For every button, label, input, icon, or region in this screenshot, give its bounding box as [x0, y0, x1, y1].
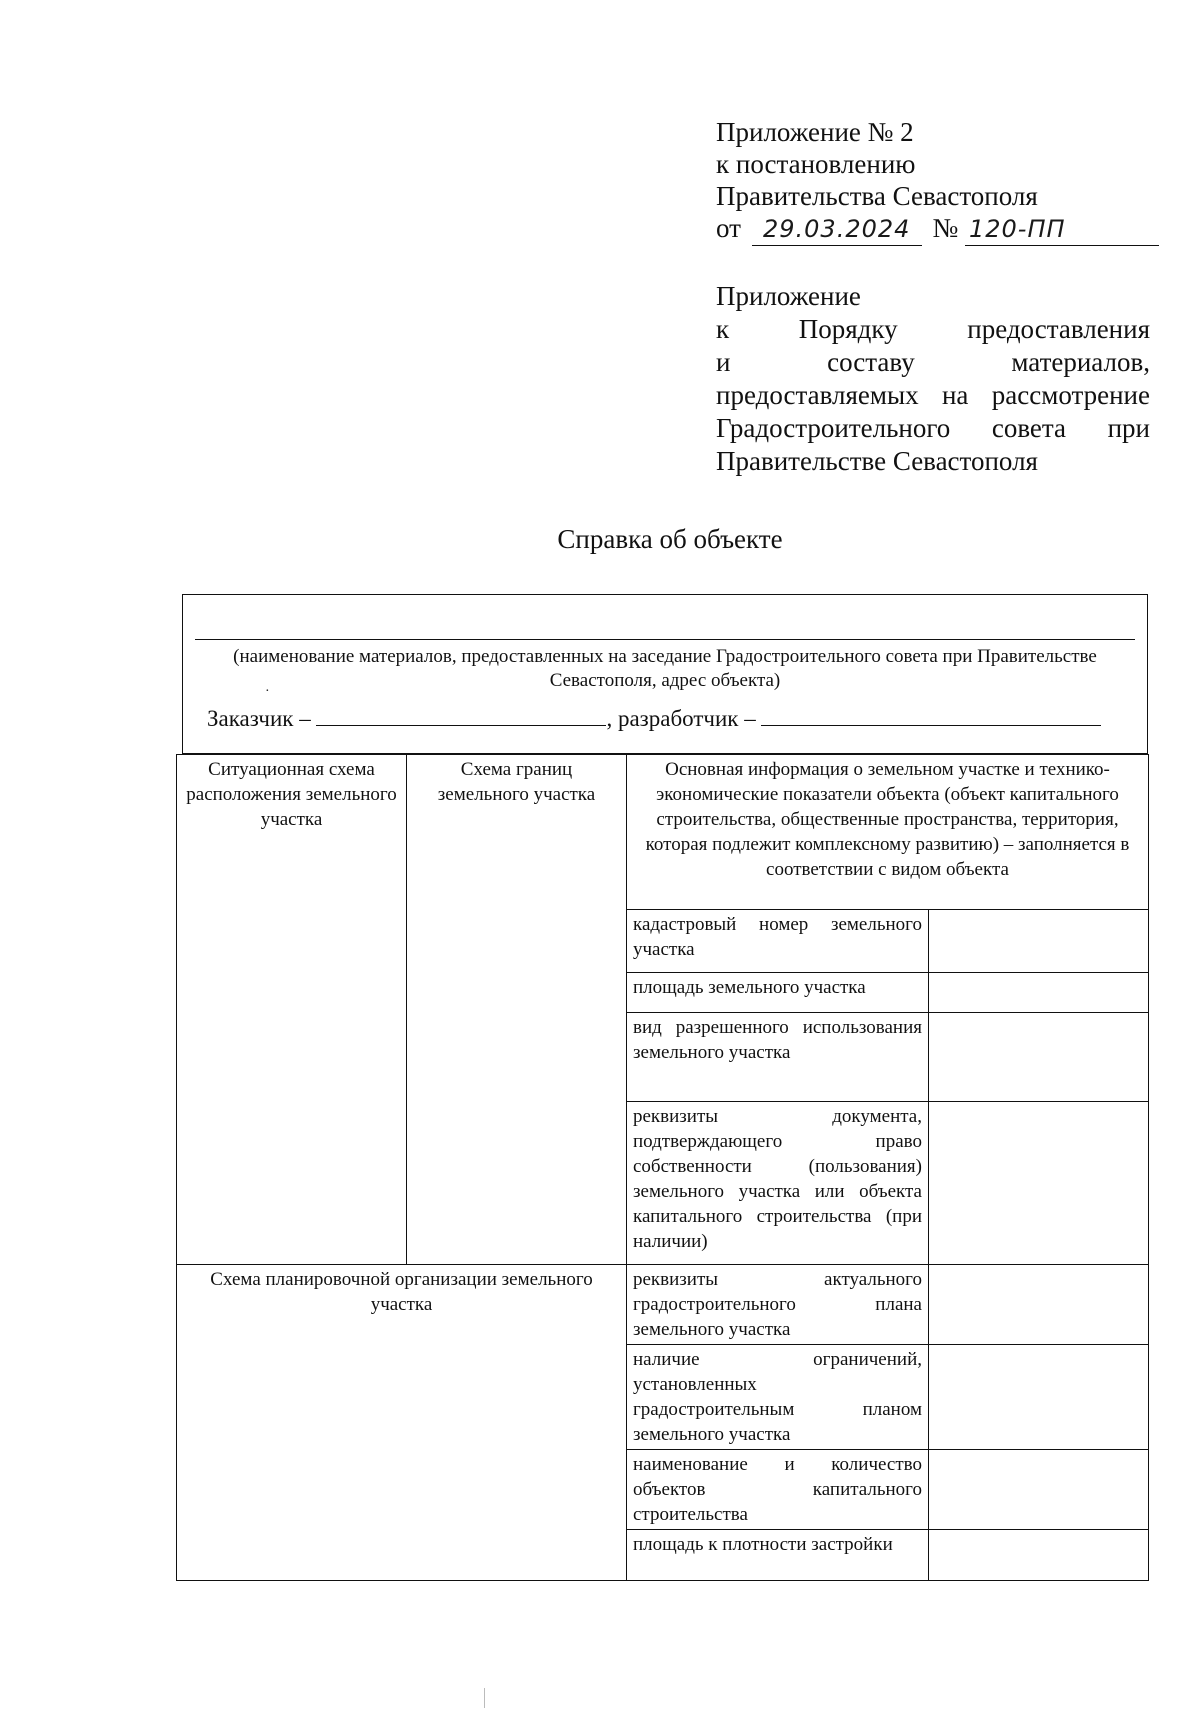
row-value-ownership-document [929, 1102, 1149, 1265]
customer-blank [316, 705, 606, 726]
appendix-order-header [716, 280, 1150, 478]
table-row [177, 1265, 1149, 1345]
appendix2-line3: и составу материалов, [716, 347, 1150, 377]
document-title: Справка об объекте [557, 524, 783, 554]
row-label-cadastral: кадастровый номер земельного участка [627, 910, 929, 973]
row-value-area [929, 973, 1149, 1013]
appendix2-line2: к Порядку предоставления [716, 314, 1150, 344]
materials-caption: (наименование материалов, предоставленных на заседание Градостроительного совета при Правительстве Севастополя, адрес объекта) [233, 646, 1097, 691]
table-header-row [177, 755, 1149, 910]
row-value-permitted-use [929, 1013, 1149, 1102]
object-info-table [176, 754, 1149, 1581]
parties-line [207, 705, 1101, 732]
row-label-restrictions: наличие ограничений, установленных градостроительным планом земельного участка [627, 1345, 929, 1450]
row-value-objects-count [929, 1450, 1149, 1530]
resolution-date-line [716, 212, 1150, 246]
row-value-density [929, 1530, 1149, 1581]
developer-label: , разработчик – [606, 706, 756, 731]
row-value-cadastral [929, 910, 1149, 973]
appendix-header [716, 116, 1150, 246]
appendix-to-resolution: к постановлению [716, 149, 916, 179]
appendix-government: Правительства Севастополя [716, 181, 1038, 211]
planning-scheme-cell: Схема планировочной организации земельного участка [177, 1265, 627, 1581]
row-label-area: площадь земельного участка [627, 973, 929, 1013]
boundary-scheme-cell [407, 755, 627, 1265]
appendix2-line4: предоставляемых на рассмотрение [716, 380, 1150, 410]
materials-header-box [182, 594, 1148, 754]
main-info-header: Основная информация о земельном участке и технико-экономические показатели объекта (объект капитального строительства, общественные пространства, территория, которая подлежит комплексному развитию) – заполняется в соответствии с видом объекта [627, 755, 1149, 910]
handwritten-number: 120-ПП [965, 213, 1159, 246]
from-prefix: от [716, 213, 741, 243]
speck: · [265, 684, 270, 699]
row-value-urban-plan [929, 1265, 1149, 1345]
materials-name-line [195, 639, 1135, 640]
boundary-scheme-label: Схема границ земельного участка [437, 759, 596, 805]
row-label-density: площадь к плотности застройки [627, 1530, 929, 1581]
row-label-permitted-use: вид разрешенного использования земельного участка [627, 1013, 929, 1102]
row-label-objects-count: наименование и количество объектов капитального строительства [627, 1450, 929, 1530]
appendix2-line6: Правительстве Севастополя [716, 446, 1038, 476]
handwritten-date: 29.03.2024 [752, 213, 922, 246]
situational-scheme-label: Ситуационная схема расположения земельного участка [186, 759, 397, 830]
scan-mark [484, 1688, 485, 1708]
situational-scheme-cell [177, 755, 407, 1265]
row-label-ownership-document: реквизиты документа, подтверждающего право собственности (пользования) земельного участка или объекта капитального строительства (при наличии) [627, 1102, 929, 1265]
number-sign: № [932, 213, 959, 243]
appendix-number: Приложение № 2 [716, 117, 914, 147]
appendix2-line1: Приложение [716, 281, 861, 311]
customer-label: Заказчик – [207, 706, 311, 731]
appendix2-line5: Градостроительного совета при [716, 413, 1150, 443]
row-value-restrictions [929, 1345, 1149, 1450]
row-label-urban-plan: реквизиты актуального градостроительного плана земельного участка [627, 1265, 929, 1345]
developer-blank [761, 705, 1101, 726]
